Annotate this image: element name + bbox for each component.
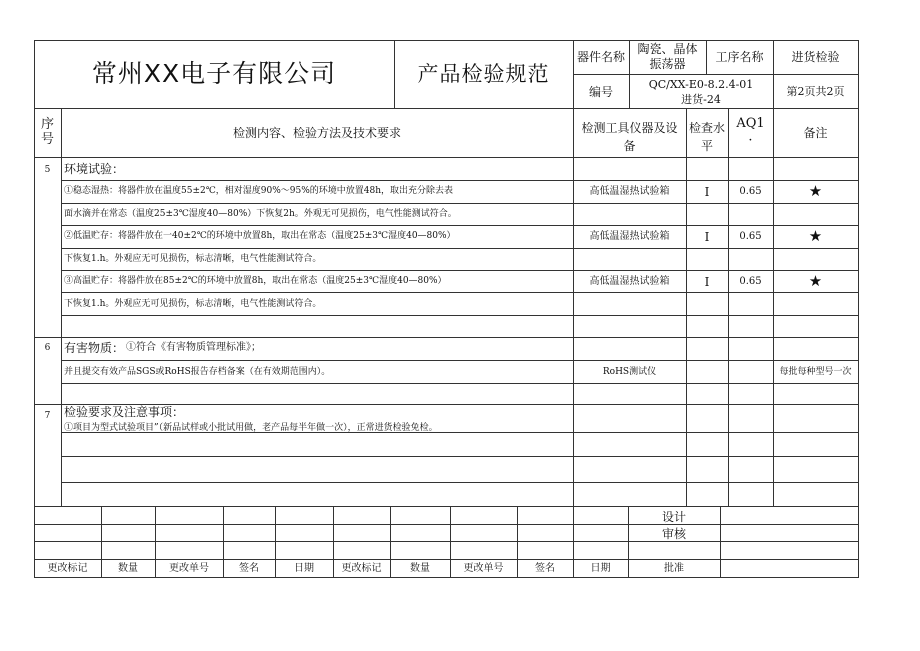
section-number: 7: [44, 411, 51, 421]
part-name-value: 陶瓷、晶体: [637, 42, 698, 56]
divider: [773, 108, 774, 506]
test-tool: 高低温湿热试验箱: [589, 186, 670, 197]
test-item-text: 并且提交有效产品SGS或RoHS报告存档备案（在有效期范围内）。: [64, 367, 331, 377]
col-aql: ·: [748, 133, 753, 148]
col-content: 检测内容、检验方法及技术要求: [232, 126, 401, 140]
row-line: [34, 337, 858, 338]
row-line: [61, 292, 858, 293]
inspection-level: I: [704, 185, 710, 199]
inspection-level: I: [704, 275, 710, 289]
date-label: 日期: [590, 563, 611, 574]
row-line: [61, 180, 858, 181]
test-item-text: ①稳态湿热：将器件放在温度55±2℃，相对湿度90%～95%的环境中放置48h，取出充分除去表: [64, 186, 454, 196]
process-label: 工序名称: [715, 50, 764, 64]
star-icon: ★: [808, 182, 823, 200]
row-line: [61, 248, 858, 249]
col-tools: 检测工具仪器及设: [581, 121, 678, 135]
section-number: 6: [44, 343, 51, 353]
page-info: 第2页共2页: [786, 85, 845, 98]
section-title: 环境试验：: [64, 162, 125, 176]
test-item-text: 面水滴并在常态（温度25±3℃湿度40—80%）下恢复2h。外观无可见损伤，电气性能测试符合。: [64, 209, 457, 219]
col-tools: 备: [623, 139, 636, 153]
quantity-label: 数量: [410, 563, 430, 574]
star-icon: ★: [808, 272, 823, 290]
sign-label: 签名: [535, 563, 555, 574]
row-line: [61, 270, 858, 271]
code-label: 编号: [588, 85, 613, 99]
footer-line: [34, 541, 858, 542]
aql-value: 0.65: [739, 186, 762, 197]
col-remark: 备注: [803, 126, 828, 140]
divider: [728, 108, 729, 506]
section-text: ①项目为型式试验项目”（新品试样或小批试用做，老产品每半年做一次），正常进货检验免检。: [64, 423, 438, 433]
approve-label: 批准: [664, 563, 684, 574]
test-item-text: 下恢复1.h。外观应无可见损伤，标志清晰，电气性能测试符合。: [64, 299, 322, 309]
test-tool: 高低温湿热试验箱: [589, 231, 670, 242]
section-number: 5: [44, 165, 51, 175]
col-level: 检查水: [688, 121, 725, 135]
company-name: 常州XX电子有限公司: [91, 59, 337, 88]
test-item-text: ②低温贮存：将器件放在一40±2℃的环境中放置8h，取出在常态（温度25±3℃湿度40—80%）: [64, 231, 456, 241]
col-level: 平: [700, 139, 713, 153]
change-no-label: 更改单号: [463, 563, 504, 574]
process-value: 进货检验: [791, 50, 840, 64]
footer-divider: [720, 506, 721, 578]
divider: [34, 108, 858, 109]
row-line: [61, 383, 858, 384]
sign-label: 签名: [239, 563, 259, 574]
code-value: 进货-24: [681, 93, 721, 106]
col-seq: 序: [40, 117, 54, 132]
test-tool: 高低温湿热试验箱: [589, 276, 670, 287]
test-tool: RoHS测试仪: [602, 367, 657, 377]
section-text: ①符合《有害物质管理标准》；: [126, 342, 261, 353]
divider: [573, 74, 858, 75]
part-name-label: 器件名称: [576, 50, 625, 64]
review-label: 审核: [661, 527, 686, 541]
section-title: 检验要求及注意事项：: [64, 405, 185, 419]
row-line: [61, 482, 858, 483]
divider: [686, 108, 687, 506]
row-line: [61, 225, 858, 226]
row-line: [61, 360, 858, 361]
row-line: [61, 456, 858, 457]
border-top: [34, 40, 858, 41]
remark: 每批每种型号一次: [779, 367, 852, 377]
footer-line: [34, 524, 858, 525]
code-value: QC/XX-E0-8.2.4-01: [648, 78, 754, 91]
change-mark-label: 更改标记: [341, 563, 382, 574]
star-icon: ★: [808, 227, 823, 245]
part-name-value: 振荡器: [649, 57, 686, 71]
date-label: 日期: [294, 563, 314, 574]
col-aql: AQ1: [736, 116, 765, 131]
inspection-level: I: [704, 230, 710, 244]
footer-line: [34, 559, 858, 560]
quantity-label: 数量: [118, 563, 138, 574]
section-title: 有害物质：: [64, 341, 125, 355]
design-label: 设计: [661, 510, 686, 524]
change-no-label: 更改单号: [169, 563, 209, 574]
row-line: [61, 203, 858, 204]
divider: [34, 157, 858, 158]
divider: [61, 108, 62, 506]
row-line: [34, 506, 858, 507]
aql-value: 0.65: [739, 231, 762, 242]
doc-title: 产品检验规范: [417, 62, 550, 86]
test-item-text: ③高温贮存：将器件放在85±2℃的环境中放置8h，取出在常态（温度25±3℃湿度40—80%）: [64, 276, 447, 286]
col-seq: 号: [40, 132, 54, 147]
divider: [573, 108, 574, 506]
test-item-text: 下恢复1.h。外观应无可见损伤，标志清晰，电气性能测试符合。: [64, 254, 322, 264]
border-right: [858, 40, 859, 578]
row-line: [61, 315, 858, 316]
aql-value: 0.65: [739, 276, 762, 287]
change-mark-label: 更改标记: [47, 563, 88, 574]
border-bottom: [34, 577, 858, 578]
